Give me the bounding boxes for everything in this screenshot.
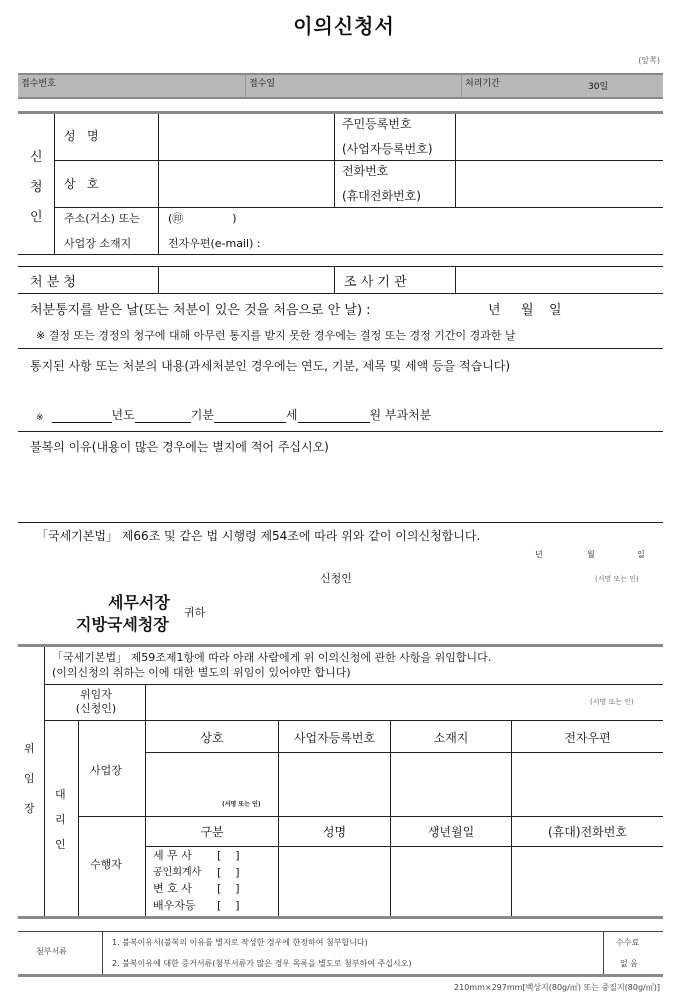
- honorific-label: 귀하: [184, 606, 206, 619]
- checkbox[interactable]: [ ]: [217, 865, 240, 879]
- applicant-label-3: 인: [30, 210, 43, 225]
- checkbox[interactable]: [ ]: [217, 882, 240, 895]
- processing-period-value: 30일: [588, 82, 609, 92]
- receipt-date-field[interactable]: [246, 75, 462, 97]
- business-location-input[interactable]: [391, 753, 511, 816]
- investigating-agency-label: 조 사 기 관: [344, 275, 407, 290]
- business-header-location: 소재지: [433, 731, 469, 745]
- fee-value: 없 음: [620, 959, 638, 968]
- recipient-regional-office: 지방국세청장: [76, 615, 169, 634]
- email-label: 전자우편(e-mail) :: [168, 237, 261, 250]
- phone-label: 전화번호: [342, 164, 389, 178]
- delegation-text-1: 「국세기본법」 제59조제1항에 따라 아래 사람에게 위 이의신청에 관한 사항을 위임합니다.: [52, 651, 492, 664]
- divider: [44, 647, 45, 917]
- tax-item-unit: 세: [285, 408, 298, 422]
- performer-type-spouse[interactable]: [153, 898, 240, 915]
- address-label: 주소(거소) 또는: [64, 212, 140, 225]
- attachment-item-2: 2. 불복이유에 대한 증거서류(첨부서류가 많은 경우 목록을 별도로 첨부하여 주십시오): [112, 959, 412, 968]
- tax-period-unit: 기분: [190, 408, 214, 422]
- tax-year-input[interactable]: [52, 410, 112, 423]
- tax-period-input[interactable]: [135, 410, 191, 423]
- delegator-input[interactable]: [146, 685, 663, 720]
- performer-type-label: 배우자등: [153, 898, 196, 912]
- receipt-number-field[interactable]: [18, 75, 246, 97]
- performer-birthdate-input[interactable]: [391, 847, 511, 917]
- delegator-label: 위임자: [80, 688, 112, 701]
- tax-year-unit: 년도: [111, 408, 135, 422]
- business-header-email: 전자우편: [564, 731, 611, 745]
- divider: [54, 207, 663, 208]
- phone-input[interactable]: [456, 161, 663, 207]
- business-id-label: (사업자등록번호): [342, 142, 433, 156]
- checkbox[interactable]: [ ]: [217, 898, 240, 912]
- section-divider: [18, 974, 663, 977]
- performer-type-tax-accountant[interactable]: [153, 848, 240, 865]
- performer-header-name: 성명: [322, 825, 347, 839]
- agent-label-1: 대: [55, 788, 66, 801]
- divider: [102, 931, 103, 974]
- investigating-agency-input[interactable]: [456, 267, 663, 293]
- divider: [603, 931, 604, 974]
- notice-date-label: 처분통지를 받은 날(또는 처분이 있은 것을 처음으로 안 날) :: [30, 303, 371, 318]
- performer-header-birthdate: 생년월일: [427, 825, 475, 839]
- performer-phone-input[interactable]: [512, 847, 663, 917]
- business-location-label: 사업장 소재지: [64, 237, 132, 250]
- divider: [18, 348, 663, 349]
- receipt-number-label: 접수번호: [21, 79, 56, 89]
- business-label: 사업장: [90, 764, 122, 777]
- divider: [18, 931, 663, 932]
- notice-month-unit: 월: [521, 303, 534, 318]
- performer-type-label: 변 호 사: [153, 882, 192, 895]
- agent-label-3: 인: [55, 838, 66, 851]
- postal-code-field[interactable]: (㊞ ): [168, 212, 237, 225]
- business-header-regno: 사업자등록번호: [293, 731, 376, 745]
- applicant-sign-label: 신청인: [320, 572, 352, 585]
- divider: [44, 720, 663, 721]
- delegator-sign-note[interactable]: (서명 또는 인): [590, 698, 634, 706]
- resident-id-label: 주민등록번호: [342, 117, 412, 131]
- divider: [78, 720, 79, 917]
- mobile-label: (휴대전화번호): [342, 189, 421, 203]
- delegation-label-1: 위: [24, 742, 35, 755]
- name-label: 성 명: [64, 129, 99, 143]
- divider: [18, 522, 663, 523]
- delegation-label-2: 임: [24, 772, 35, 785]
- attachments-label: 첨부서류: [36, 947, 67, 956]
- business-regno-input[interactable]: [279, 753, 390, 816]
- paper-spec: 210mm×297mm[백상지(80g/㎡) 또는 중질지(80g/㎡)]: [454, 983, 660, 992]
- section-divider: [18, 111, 663, 114]
- delegation-text-2: (이의신청의 취하는 이에 대한 별도의 위임이 있어야만 합니다): [52, 666, 351, 679]
- divider: [78, 816, 663, 817]
- divider: [18, 293, 663, 294]
- tax-disposition-line: [36, 406, 431, 423]
- page-side-label: (앞쪽): [638, 56, 660, 65]
- applicant-sign-note[interactable]: (서명 또는 인): [595, 575, 639, 583]
- tax-item-input[interactable]: [214, 410, 286, 423]
- delegator-sub-label: (신청인): [75, 702, 117, 715]
- divider: [18, 254, 663, 255]
- divider: [334, 266, 335, 293]
- agent-label-2: 리: [55, 813, 66, 826]
- form-title: 이의신청서: [293, 14, 395, 38]
- receipt-date-label: 접수일: [249, 79, 276, 89]
- disposition-office-input[interactable]: [159, 267, 334, 293]
- declaration-text: 「국세기본법」 제66조 및 같은 법 시행령 제54조에 따라 위와 같이 이의신청합니다.: [36, 529, 481, 543]
- checkbox[interactable]: [ ]: [217, 849, 240, 862]
- performer-type-list: [153, 848, 240, 914]
- disposition-office-label: 처 분 청: [30, 275, 76, 290]
- objection-reason-label: 불복의 이유(내용이 많은 경우에는 별지에 적어 주십시오): [30, 440, 329, 454]
- performer-name-input[interactable]: [279, 847, 390, 917]
- receipt-bar: [18, 73, 663, 99]
- applicant-label-1: 신: [30, 150, 43, 165]
- notice-day-unit: 일: [549, 303, 562, 318]
- performer-type-cpa[interactable]: [153, 865, 240, 882]
- performer-type-lawyer[interactable]: [153, 881, 240, 898]
- fee-label: 수수료: [616, 938, 640, 947]
- objection-reason-input[interactable]: [20, 456, 660, 520]
- processing-period-field: [462, 75, 663, 97]
- notice-year-unit: 년: [488, 303, 501, 318]
- performer-label: 수행자: [90, 858, 122, 871]
- trade-name-label: 상 호: [64, 177, 99, 191]
- performer-type-label: 공인회계사: [153, 866, 202, 878]
- bullet-icon: ※: [36, 413, 44, 423]
- recipient-tax-office: 세무서장: [108, 593, 170, 612]
- business-sign-note[interactable]: (서명 또는 인): [222, 801, 261, 808]
- business-email-input[interactable]: [512, 753, 663, 816]
- section-divider: [18, 916, 663, 919]
- attachment-item-1: 1. 불복이유서(불복의 이유를 별지로 작성한 경우에 한정하여 첨부합니다): [112, 938, 368, 947]
- performer-header-type: 구분: [200, 825, 224, 839]
- business-header-name: 상호: [200, 731, 224, 745]
- declaration-year-unit: 년: [535, 550, 543, 559]
- tax-amount-input[interactable]: [298, 410, 370, 423]
- tax-amount-unit: 원 부과처분: [369, 408, 432, 422]
- declaration-day-unit: 일: [637, 550, 645, 559]
- declaration-month-unit: 월: [587, 550, 595, 559]
- resident-id-input[interactable]: [456, 115, 663, 160]
- email-input[interactable]: [270, 232, 660, 252]
- divider: [54, 114, 55, 255]
- notice-note: ※ 결정 또는 경정의 청구에 대해 아무런 통지를 받지 못한 경우에는 결정 또는 경정 기간이 경과한 날: [36, 329, 516, 342]
- delegation-label-3: 장: [24, 802, 35, 815]
- performer-type-label: 세 무 사: [153, 849, 192, 862]
- disposition-content-label: 통지된 사항 또는 처분의 내용(과세처분인 경우에는 연도, 기분, 세목 및 세액 등을 적습니다): [30, 359, 511, 373]
- divider: [18, 431, 663, 432]
- trade-name-input[interactable]: [159, 161, 334, 207]
- section-divider: [18, 644, 663, 647]
- name-input[interactable]: [159, 115, 334, 160]
- processing-period-label: 처리기간: [465, 79, 500, 89]
- applicant-label-2: 청: [30, 180, 43, 195]
- performer-header-phone: (휴대)전화번호: [548, 825, 627, 839]
